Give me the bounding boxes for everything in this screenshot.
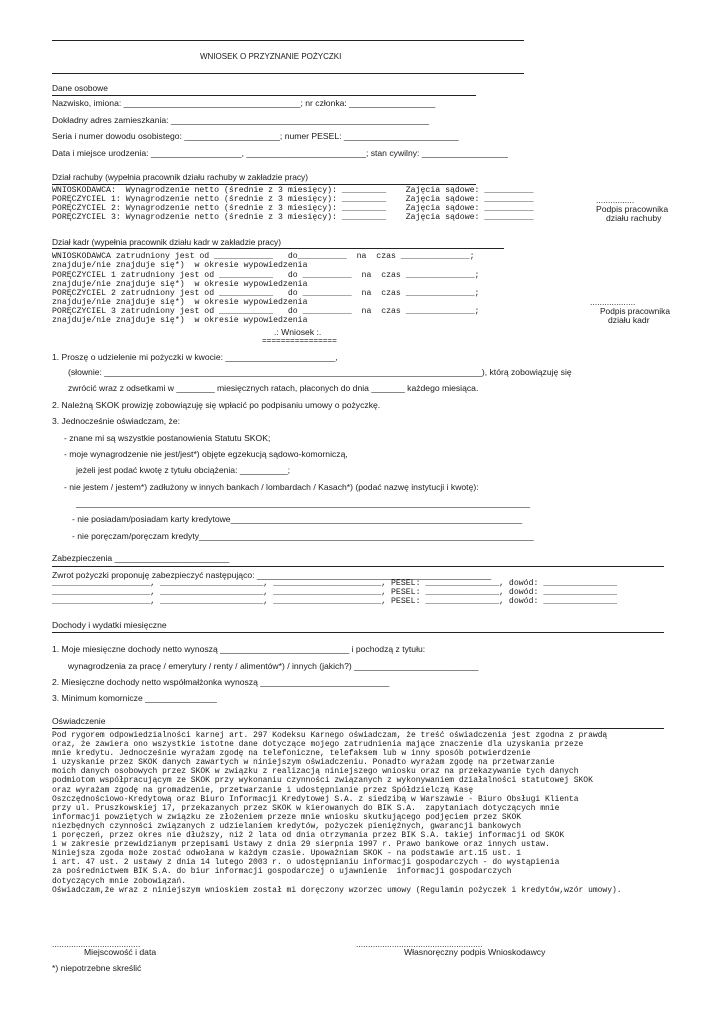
hr-row[interactable]: PORĘCZYCIEL 1 zatrudniony jest od ___________ do __________ na czas ______________; [52,271,480,280]
declaration-line: oraz wyrażam zgodę na gromadzenie, przetwarzanie i udostępnianie przez Spółdzielczą Kasę [52,785,474,795]
income-point-1[interactable]: 1. Moje miesięczne dochody netto wynoszą ___________________________ i pochodzą z tytułu: [52,644,426,654]
hr-row: znajduje/nie znajduje się*) w okresie wypowiedzenia [52,316,308,325]
declaration-line: przy ul. Pruszkowskiej 17, przekazanych przez SKOK w kierowanych do BIK S.A. zapytaniach dotyczących mnie [52,803,560,813]
declaration-line: informacji powziętych w związku ze złożeniem przeze mnie wniosku skutkującego podjęciem przez SKOK [52,812,522,822]
declaration-line: i w zakresie przewidzianym przepisami Ustawy z dnia 29 sierpnia 1997 r. Prawo bankowe oraz innych ustaw. [52,840,550,850]
statement-garnishment: - moje wynagrodzenie nie jest/jest*) objęte egzekucją sądowo-komorniczą, [64,449,348,459]
declaration-line: i poręczeń, przez okres nie dłuższy, niż 2 lata od dnia otrzymania przez BIK S.A. takiej informacji od SKOK [52,831,565,841]
accounting-signature-dots: ................ [596,195,635,205]
hr-signature-dots: ................... [590,297,636,307]
birth-field[interactable]: Data i miejsce urodzenia: ___________________, _________________________; stan cywilny: __________________ [52,148,508,158]
personal-rule [52,95,476,96]
collateral-row[interactable]: ____________________, _____________________, ______________________, PESEL: _______________, dowód: _______________ [52,579,618,588]
accounting-signature-label: Podpis pracownika [596,204,669,214]
hr-signature-label: Podpis pracownika [600,306,670,316]
statement-debts-field[interactable]: _______________________________________________________________________________________________ [76,498,531,508]
accounting-row[interactable]: PORĘCZYCIEL 3: Wynagrodzenie netto (średnie z 3 miesięcy): _________ Zajęcia sądowe: __________ [52,213,534,222]
collateral-row[interactable]: ____________________, _____________________, ______________________, PESEL: _______________, dowód: _______________ [52,597,618,606]
declaration-line: mnie kredytu. Jednocześnie wyrażam zgodę na telefoniczne, telefaksem lub w inny sposób potwierdzenie [52,749,531,759]
declaration-line: moich danych osobowych przez SKOK w związku z realizacją niniejszego wniosku oraz na przekazywanie tych danych [52,767,579,777]
declaration-line: i art. 47 ust. 2 ustawy z dnia 14 lutego 2003 r. o udostępnianiu informacji gospodarczych - do wystąpienia [52,858,560,868]
collateral-rule [52,566,664,567]
income-source[interactable]: wynagrodzenia za pracę / emerytury / renty / alimentów*) / innych (jakich?) __________________________ [68,661,479,671]
request-heading: .: Wniosek :. [274,327,322,337]
accounting-row[interactable]: WNIOSKODAWCA: Wynagrodzenie netto (średnie z 3 miesięcy): _________ Zajęcia sądowe: __________ [52,186,534,195]
applicant-signature-dots[interactable]: ..................................................... [356,939,483,949]
top-rule [52,40,524,41]
hr-rule [52,248,504,249]
hr-row: znajduje/nie znajduje się*) w okresie wypowiedzenia [52,280,308,289]
income-point-3[interactable]: 3. Minimum komornicze _______________ [52,693,217,703]
address-field[interactable]: Dokładny adres zamieszkania: ______________________________________________________ [52,115,430,125]
declaration-line: za pośrednictwem BIK S.A. do biur informacji gospodarczej o ujawnienie informacji gospodarczych [52,867,512,877]
request-point-1[interactable]: 1. Proszę o udzielenie mi pożyczki w kwocie: _______________________, [52,352,338,362]
id-field[interactable]: Seria i numer dowodu osobistego: ____________________; numer PESEL: ________________________ [52,131,459,141]
statement-statute: - znane mi są wszystkie postanowienia Statutu SKOK; [64,433,271,443]
collateral-heading[interactable]: Zabezpieczenia ________________________ [52,553,230,563]
statement-debts: - nie jestem / jestem*) zadłużony w innych bankach / lombardach / Kasach*) (podać nazwę instytucji i kwotę): [64,482,479,492]
declaration-line: Oświadczam,że wraz z niniejszym wnioskiem został mi doręczony wzorzec umowy (Regulamin pożyczek i kredytów,wzór umowy). [52,885,622,895]
statement-credit-cards[interactable]: - nie posiadam/posiadam karty kredytowe_____________________________________________________________ [72,514,523,524]
income-heading: Dochody i wydatki miesięczne [52,620,167,630]
document-title: WNIOSEK O PRZYZNANIE POŻYCZKI [200,52,342,61]
accounting-row[interactable]: PORĘCZYCIEL 1: Wynagrodzenie netto (średnie z 3 miesięcy): _________ Zajęcia sądowe: __________ [52,195,534,204]
declaration-line: niezbędnych czynności związanych z udzielaniem kredytów, pożyczek pieniężnych, gwarancji bankowych [52,821,522,831]
declaration-line: Pod rygorem odpowiedzialności karnej art. 297 Kodeksu Karnego oświadczam, że treść oświadczenia jest zgodna z prawdą [52,731,608,740]
income-rule [52,632,664,633]
accounting-rule [52,184,476,185]
place-date-dots[interactable]: ..................................... [52,939,141,949]
statement-garnishment-amount[interactable]: jeżeli jest podać kwotę z tytułu obciążenia: __________; [76,465,291,475]
hr-row[interactable]: WNIOSKODAWCA zatrudniony jest od ____________ do__________ na czas ______________; [52,252,475,261]
declaration-line: podmiotom współpracującym ze SKOK przy wykonaniu czynności związanych z wykonywaniem działalności statutowej SKOK [52,776,593,786]
collateral-row[interactable]: ____________________, _____________________, ______________________, PESEL: _______________, dowód: _______________ [52,588,618,597]
hr-signature-label: działu kadr [608,315,650,325]
applicant-signature-label: Własnoręczny podpis Wnioskodawcy [404,947,546,957]
hr-row[interactable]: PORĘCZYCIEL 3 zatrudniony jest od ___________ do __________ na czas ______________; [52,307,480,316]
hr-row: znajduje/nie znajduje się*) w okresie wypowiedzenia [52,298,308,307]
request-heading-underline: ================ [262,336,337,345]
footnote: *) niepotrzebne skreślić [52,963,142,973]
declaration-heading: Oświadczenie [52,716,106,726]
declaration-rule [52,728,664,729]
declaration-line: dotyczących mnie zobowiązań. [52,876,187,886]
request-point-2: 2. Należną SKOK prowizję zobowiązuję się wpłacić po podpisaniu umowy o pożyczkę. [52,400,381,410]
title-rule [52,73,524,74]
income-point-2[interactable]: 2. Miesięczne dochody netto współmałżonka wynoszą ___________________________ [52,677,390,687]
place-date-label: Miejscowość i data [84,947,157,957]
accounting-row[interactable]: PORĘCZYCIEL 2: Wynagrodzenie netto (średnie z 3 miesięcy): _________ Zajęcia sądowe: __________ [52,204,534,213]
statement-guarantees[interactable]: - nie poręczam/poręczam kredyty______________________________________________________________________ [72,531,534,541]
declaration-line: Oszczędnościowo-Kredytową oraz Biuro Informacji Kredytowej S.A. z siedzibą w Warszawie - Biuro Obsługi Klienta [52,794,579,804]
declaration-line: oraz, że zawiera ono wszystkie istotne dane dotyczące mojego zatrudnienia mające znaczenie dla uzyskania przeze [52,740,584,750]
declaration-line: Niniejsza zgoda może zostać odwołana w każdym czasie. Upoważniam SKOK - na podstawie art.15 ust. 1 [52,849,522,859]
accounting-heading: Dział rachuby (wypełnia pracownik działu rachuby w zakładzie pracy) [52,172,309,182]
personal-heading: Dane osobowe [52,83,108,93]
request-point-1-installments[interactable]: zwrócić wraz z odsetkami w ________ miesięcznych ratach, płaconych do dnia _______ każdego miesiąca. [68,383,479,393]
hr-row[interactable]: PORĘCZYCIEL 2 zatrudniony jest od ___________ do __________ na czas ______________; [52,289,480,298]
declaration-text [52,731,672,895]
collateral-intro[interactable]: Zwrot pożyczki proponuję zabezpieczyć następująco: _________________________________________________ [52,570,492,580]
name-field[interactable]: Nazwisko, imiona: _____________________________________; nr członka: __________________ [52,98,436,108]
request-point-3: 3. Jednocześnie oświadczam, że: [52,416,181,426]
declaration-line: i uzyskanie przez SKOK danych zawartych w niniejszym oświadczeniu. Ponadto wyrażam zgodę na przetwarzanie [52,758,555,768]
request-point-1-words[interactable]: (słownie: _______________________________________________________________________________), którą zobowiązuję się [68,367,572,377]
accounting-signature-label: działu rachuby [606,213,662,223]
hr-row: znajduje/nie znajduje się*) w okresie wypowiedzenia [52,261,308,270]
hr-heading: Dział kadr (wypełnia pracownik działu kadr w zakładzie pracy) [52,237,282,247]
